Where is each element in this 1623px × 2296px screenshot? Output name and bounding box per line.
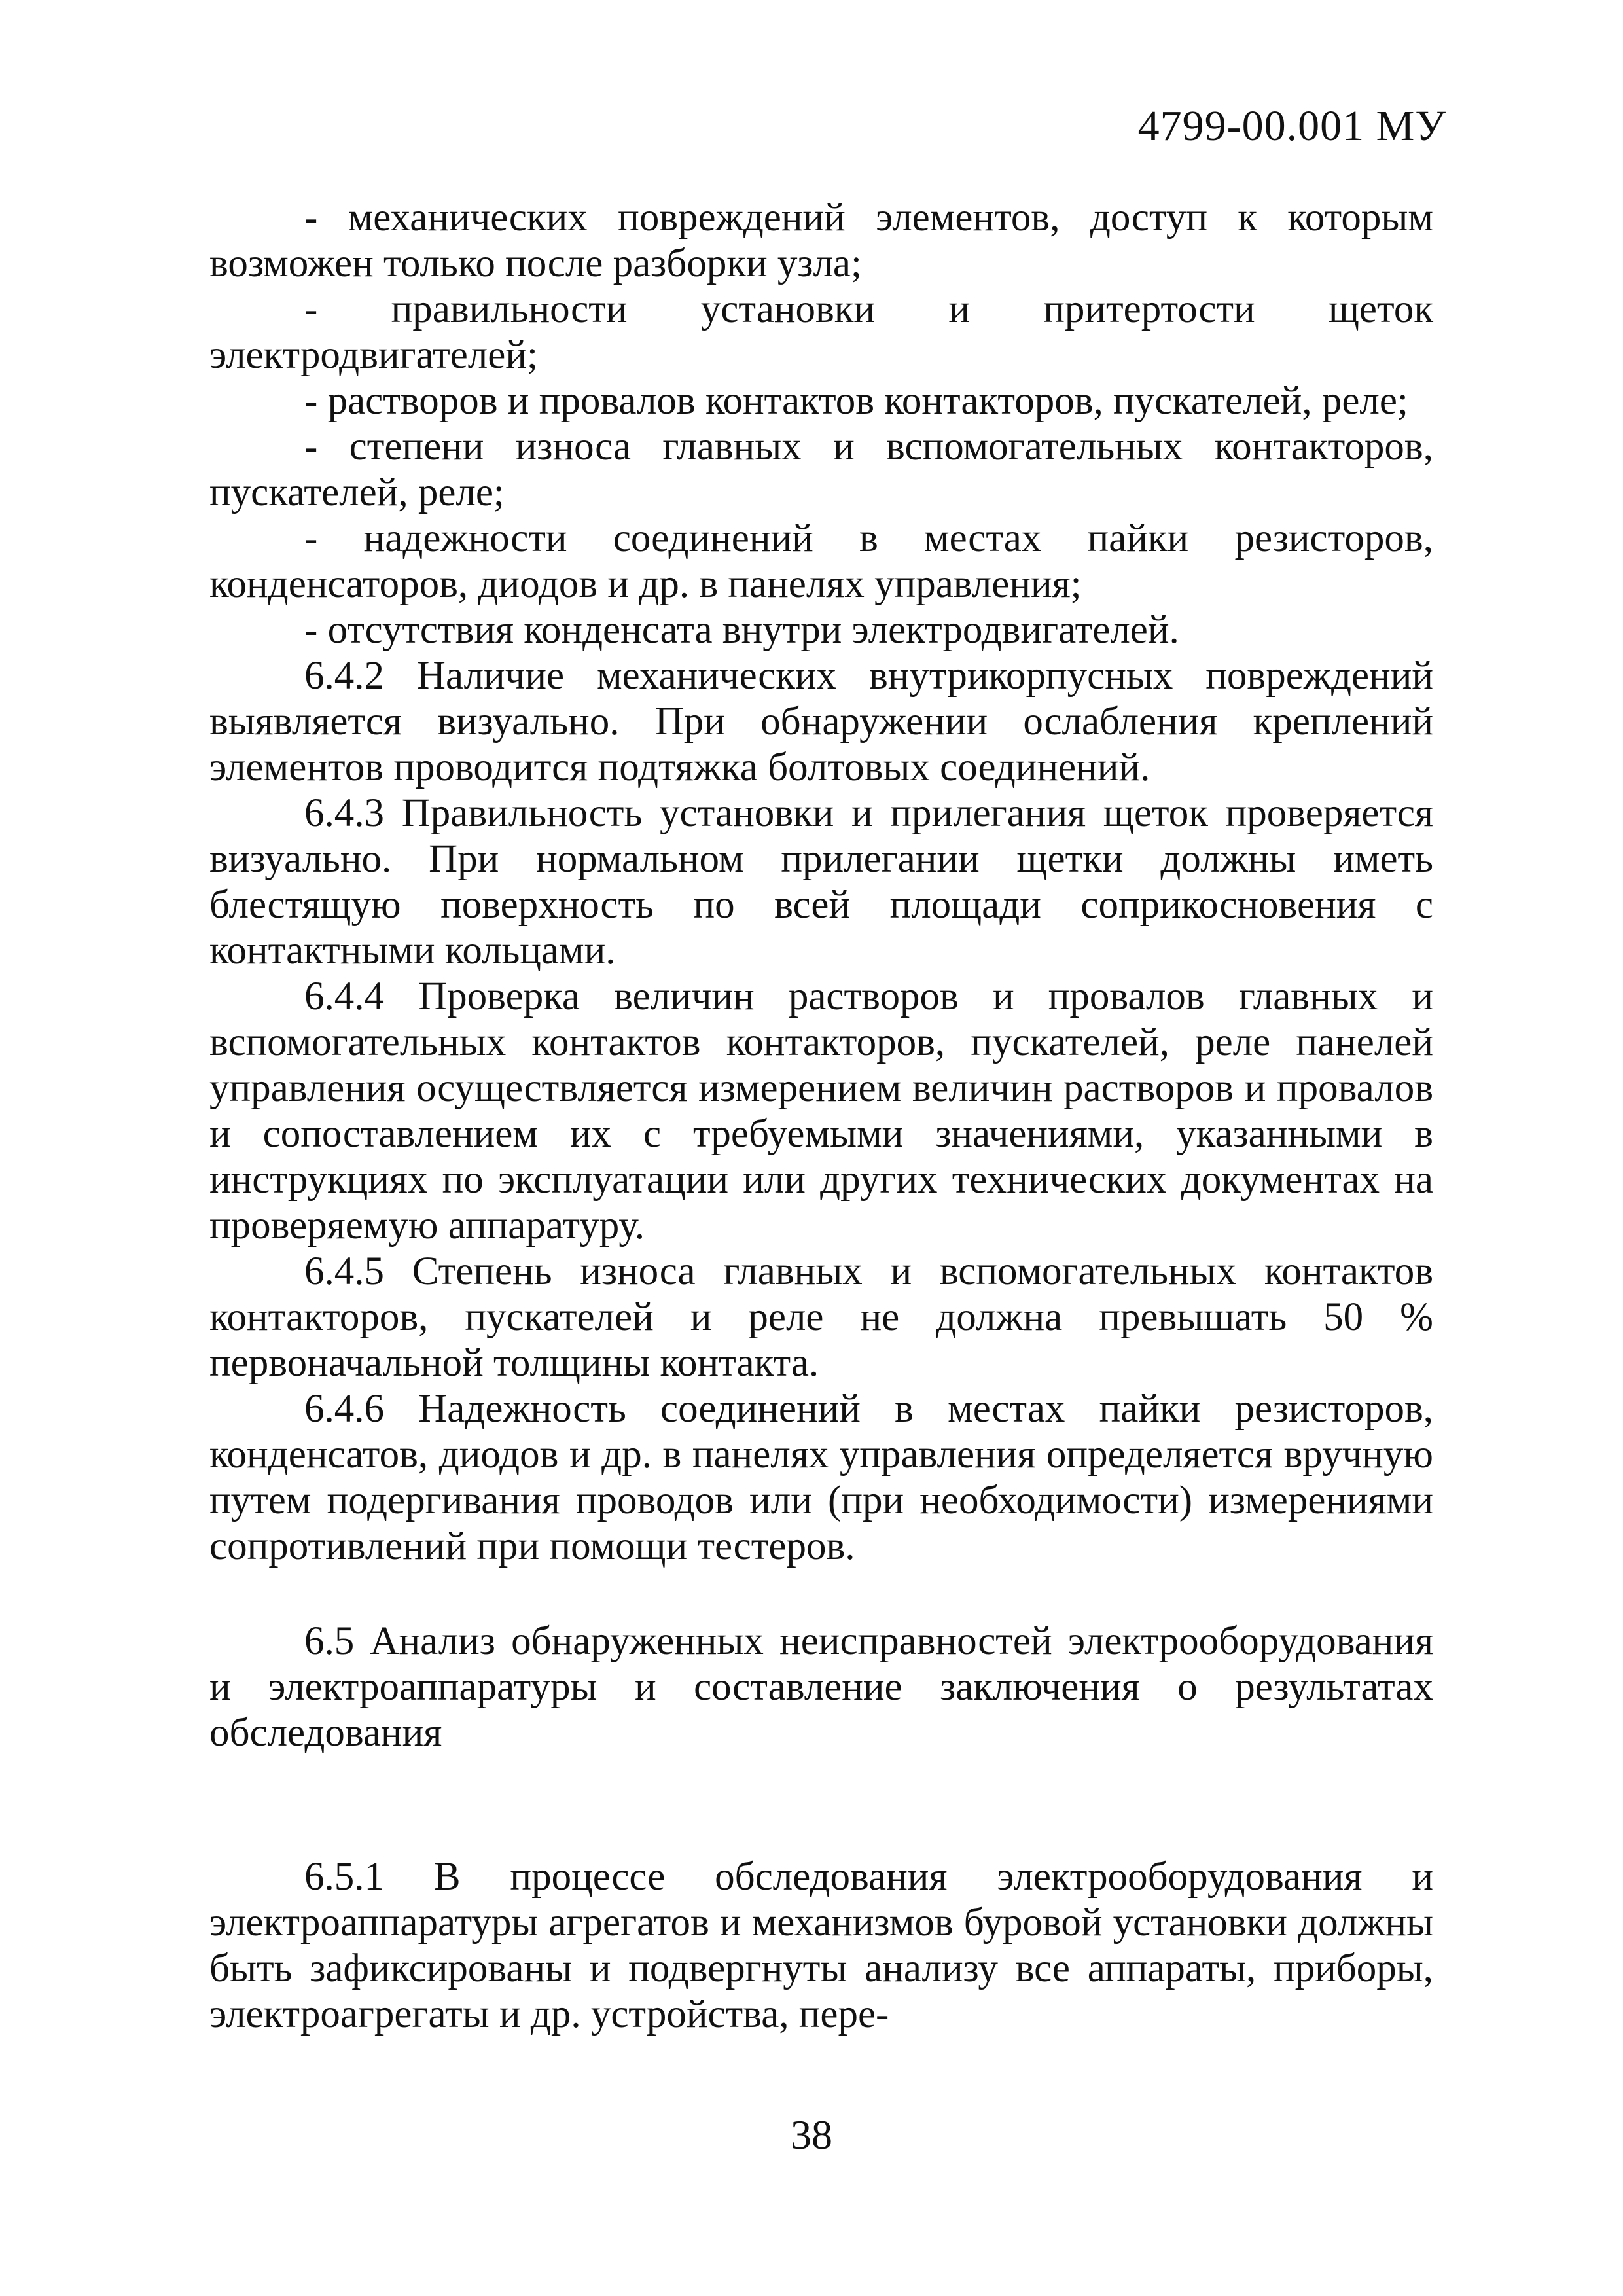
list-item-solder-reliability: - надежности соединений в местах пайки резисторов, конденсаторов, диодов и др. в панелях управления; (209, 516, 1433, 606)
clause-6-4-3: 6.4.3 Правильность установки и прилегания щеток проверяется визуально. При нормальном прилегании щетки должны иметь блестящую поверхность по всей площади соприкосновения с контактными кольцами. (209, 791, 1433, 973)
clause-6-4-6: 6.4.6 Надежность соединений в местах пайки резисторов, конденсатов, диодов и др. в панелях управления определяется вручную путем подергивания проводов или (при необходимости) измерениями сопротивлений при помощи тестеров. (209, 1387, 1433, 1568)
spacer (209, 1570, 1433, 1619)
document-body (209, 195, 1433, 2037)
document-code: 4799-00.001 МУ (1137, 102, 1446, 150)
clause-6-4-4: 6.4.4 Проверка величин растворов и провалов главных и вспомогательных контактов контакторов, пускателей, реле панелей управления осуществляется измерением величин растворов и провалов и сопоставлением их с требуемыми значениями, указанными в инструкциях по эксплуатации или других технических документах на проверяемую аппаратуру. (209, 975, 1433, 1247)
page-number: 38 (791, 2111, 832, 2158)
clause-6-5-1: 6.5.1 В процессе обследования электрооборудования и электроаппаратуры агрегатов и механизмов буровой установки должны быть зафиксированы и подвергнуты анализу все аппараты, приборы, электроагрегаты и др. устройства, пере- (209, 1855, 1433, 2036)
section-heading-6-5: 6.5 Анализ обнаруженных неисправностей электрооборудования и электроаппаратуры и составление заключения о результатах обследования (209, 1619, 1433, 1755)
spacer (209, 1756, 1433, 1854)
list-item-contact-gaps: - растворов и провалов контактов контакторов, пускателей, реле; (304, 379, 1408, 423)
list-item-condensate: - отсутствия конденсата внутри электродвигателей. (304, 608, 1179, 652)
list-item-brush-installation: - правильности установки и притертости щеток электродвигателей; (209, 287, 1433, 377)
clause-6-4-5: 6.4.5 Степень износа главных и вспомогательных контактов контакторов, пускателей и реле не должна превышать 50 % первоначальной толщины контакта. (209, 1249, 1433, 1385)
list-item-wear-degree: - степени износа главных и вспомогательных контакторов, пускателей, реле; (209, 425, 1433, 514)
list-item-mechanical-damage: - механических повреждений элементов, доступ к которым возможен только после разборки узла; (209, 196, 1433, 285)
clause-6-4-2: 6.4.2 Наличие механических внутрикорпусных повреждений выявляется визуально. При обнаружении ослабления креплений элементов проводится подтяжка болтовых соединений. (209, 654, 1433, 789)
